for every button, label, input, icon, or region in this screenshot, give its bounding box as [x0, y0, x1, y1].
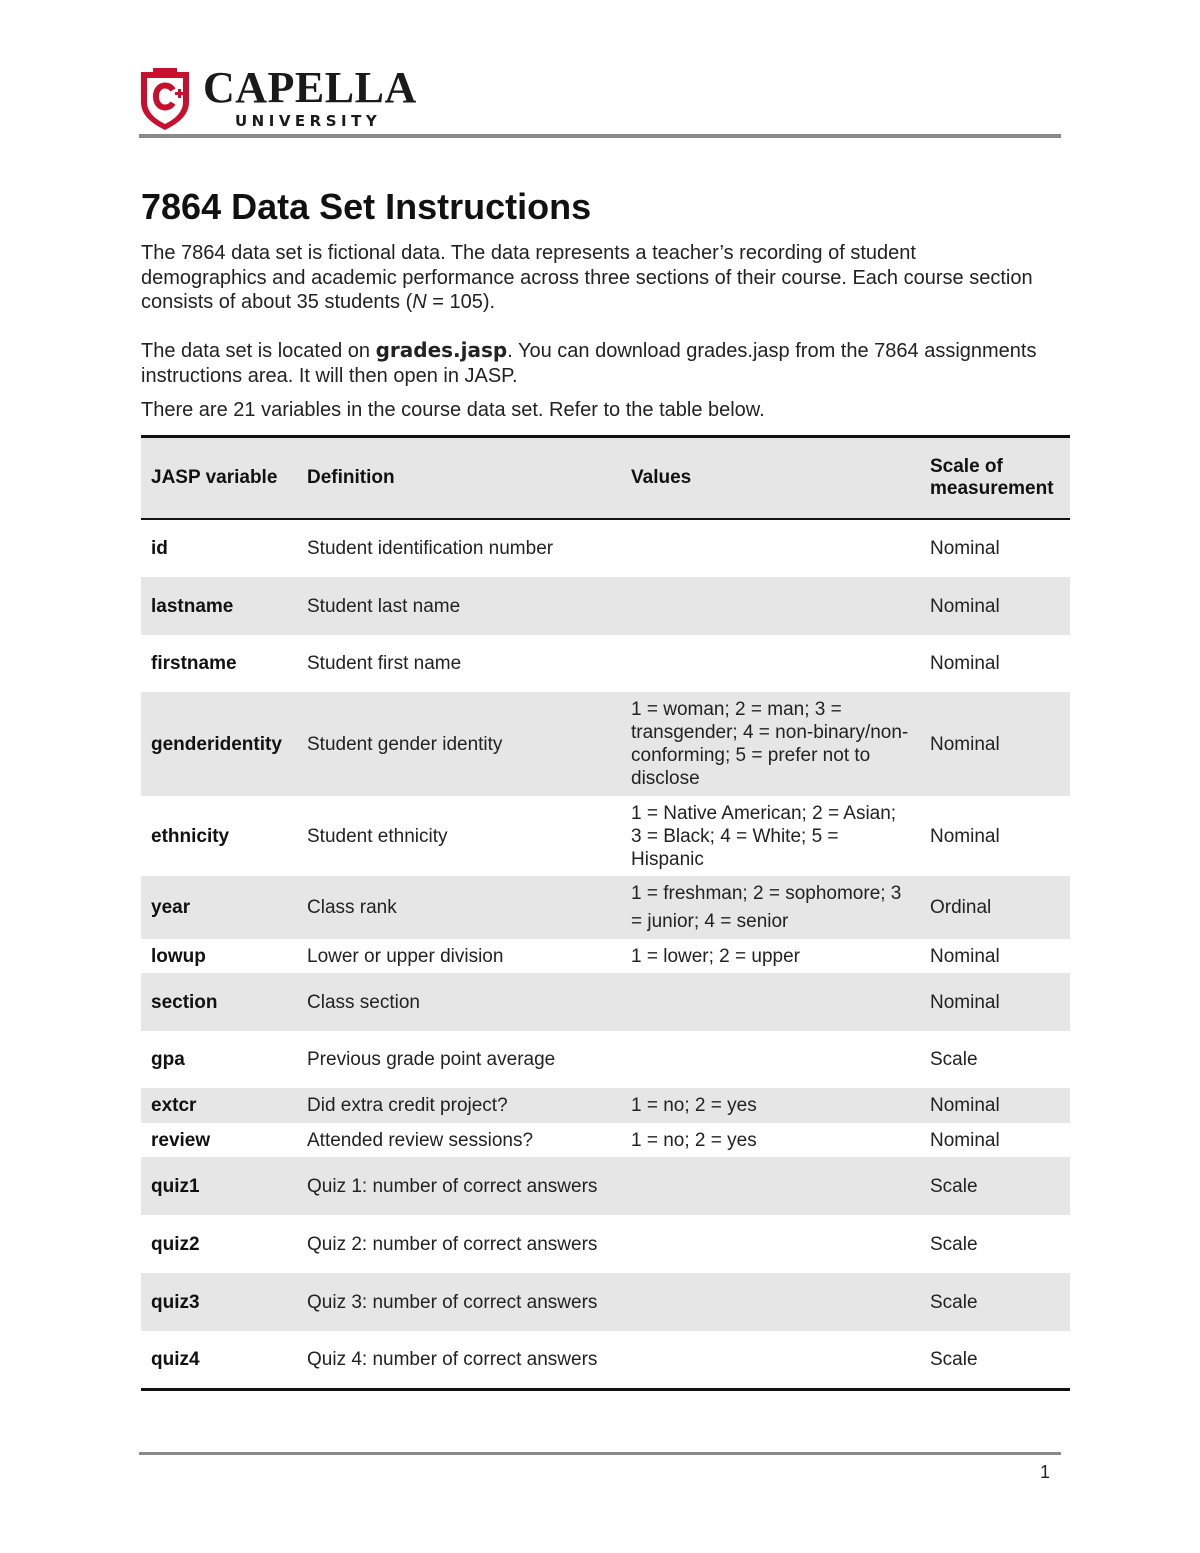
cell-variable: genderidentity — [141, 692, 297, 796]
cell-values: 1 = Native American; 2 = Asian; 3 = Black; 4 = White; 5 = Hispanic — [631, 802, 897, 870]
cell-scale: Scale — [920, 1157, 1070, 1215]
header-divider — [139, 134, 1061, 138]
cell-definition: Class section — [297, 973, 621, 1031]
cell-definition: Class rank — [297, 876, 621, 939]
cell-definition: Quiz 2: number of correct answers — [307, 1233, 598, 1255]
cell-values — [621, 577, 920, 635]
table-row — [141, 635, 1070, 692]
cell-variable: id — [151, 538, 168, 559]
table-row — [141, 692, 1070, 796]
cell-variable: lowup — [151, 945, 206, 967]
cell-values — [621, 1331, 920, 1389]
table-row — [141, 1157, 1070, 1215]
table-row — [141, 1123, 1070, 1157]
table-row — [141, 1331, 1070, 1389]
cell-values — [621, 1273, 920, 1331]
cell-definition: Student first name — [307, 653, 462, 674]
cell-definition: Quiz 3: number of correct answers — [297, 1273, 621, 1331]
cell-values: 1 = freshman; 2 = sophomore; 3 = junior; 4 = senior — [621, 876, 920, 939]
intro-paragraph-3: There are 21 variables in the course data set. Refer to the table below. — [141, 399, 765, 421]
page-title: 7864 Data Set Instructions — [141, 186, 592, 227]
cell-variable: lastname — [141, 577, 297, 635]
cell-values — [621, 1215, 920, 1273]
cell-scale: Scale — [920, 1331, 1070, 1389]
table-row — [141, 939, 1070, 973]
cell-scale: Nominal — [930, 945, 1000, 967]
intro-paragraph-2: The data set is located on grades.jasp. You can download grades.jasp from the 7864 assignments instructions area. It will then open in JASP. — [141, 338, 1037, 387]
cell-variable: quiz4 — [141, 1331, 297, 1389]
cell-variable: year — [141, 876, 297, 939]
table-row — [141, 1031, 1070, 1088]
header-scale: Scale of measurement — [920, 437, 1070, 520]
cell-scale: Nominal — [920, 692, 1070, 796]
cell-variable: firstname — [151, 653, 237, 674]
header-variable: JASP variable — [141, 437, 297, 520]
table-row — [141, 973, 1070, 1031]
capella-shield-logo-icon — [139, 68, 191, 130]
logo-subtitle: UNIVERSITY — [235, 112, 382, 130]
cell-variable: section — [141, 973, 297, 1031]
header-definition: Definition — [297, 437, 621, 520]
cell-definition: Lower or upper division — [307, 945, 504, 967]
cell-values: 1 = no; 2 = yes — [631, 1129, 757, 1151]
cell-values — [621, 635, 920, 692]
cell-values — [621, 519, 920, 577]
cell-scale: Nominal — [930, 825, 1000, 847]
cell-variable: quiz2 — [151, 1233, 200, 1255]
table-row — [141, 519, 1070, 577]
cell-values: 1 = lower; 2 = upper — [631, 945, 800, 967]
cell-variable: gpa — [151, 1049, 185, 1070]
cell-variable: quiz1 — [141, 1157, 297, 1215]
cell-scale: Nominal — [920, 973, 1070, 1031]
footer-divider — [139, 1452, 1061, 1455]
cell-definition: Student identification number — [307, 538, 554, 559]
cell-definition: Student ethnicity — [307, 825, 448, 847]
cell-definition: Attended review sessions? — [307, 1129, 534, 1151]
table-row — [141, 876, 1070, 939]
cell-scale: Nominal — [930, 653, 1000, 674]
cell-definition: Previous grade point average — [307, 1049, 556, 1070]
cell-scale: Nominal — [920, 1088, 1070, 1123]
cell-variable: ethnicity — [151, 825, 230, 847]
cell-values: 1 = no; 2 = yes — [621, 1088, 920, 1123]
page-number: 1 — [1040, 1462, 1051, 1482]
cell-variable: extcr — [141, 1088, 297, 1123]
cell-scale: Scale — [930, 1049, 978, 1070]
cell-scale: Nominal — [930, 538, 1000, 559]
cell-definition: Quiz 4: number of correct answers — [297, 1331, 621, 1389]
header-values: Values — [621, 437, 920, 520]
table-row — [141, 577, 1070, 635]
intro-paragraph-1: The 7864 data set is fictional data. The data represents a teacher’s recording of student demographics and academic performance across three sections of their course. Each course section consists of about 35 students (N = 105). — [141, 242, 1033, 313]
cell-definition: Student last name — [297, 577, 621, 635]
cell-values — [621, 1157, 920, 1215]
cell-scale: Nominal — [920, 577, 1070, 635]
filename-bold: grades.jasp — [375, 338, 508, 362]
table-row — [141, 796, 1070, 876]
cell-definition: Quiz 1: number of correct answers — [297, 1157, 621, 1215]
cell-values: 1 = woman; 2 = man; 3 = transgender; 4 = non-binary/non-conforming; 5 = prefer not to disclose — [621, 692, 920, 796]
variables-table — [141, 435, 1070, 1391]
table-row — [141, 1215, 1070, 1273]
table-row — [141, 1273, 1070, 1331]
document-header — [139, 63, 1061, 138]
cell-scale: Ordinal — [920, 876, 1070, 939]
table-row — [141, 1088, 1070, 1123]
cell-variable: review — [151, 1129, 211, 1151]
cell-definition: Did extra credit project? — [297, 1088, 621, 1123]
cell-values — [621, 973, 920, 1031]
cell-scale: Scale — [920, 1273, 1070, 1331]
cell-scale: Nominal — [930, 1129, 1000, 1151]
cell-definition: Student gender identity — [297, 692, 621, 796]
table-header-row — [141, 437, 1070, 520]
cell-variable: quiz3 — [141, 1273, 297, 1331]
logo-wordmark: CAPELLA — [203, 63, 417, 112]
cell-scale: Scale — [930, 1233, 978, 1255]
cell-values — [621, 1031, 920, 1088]
